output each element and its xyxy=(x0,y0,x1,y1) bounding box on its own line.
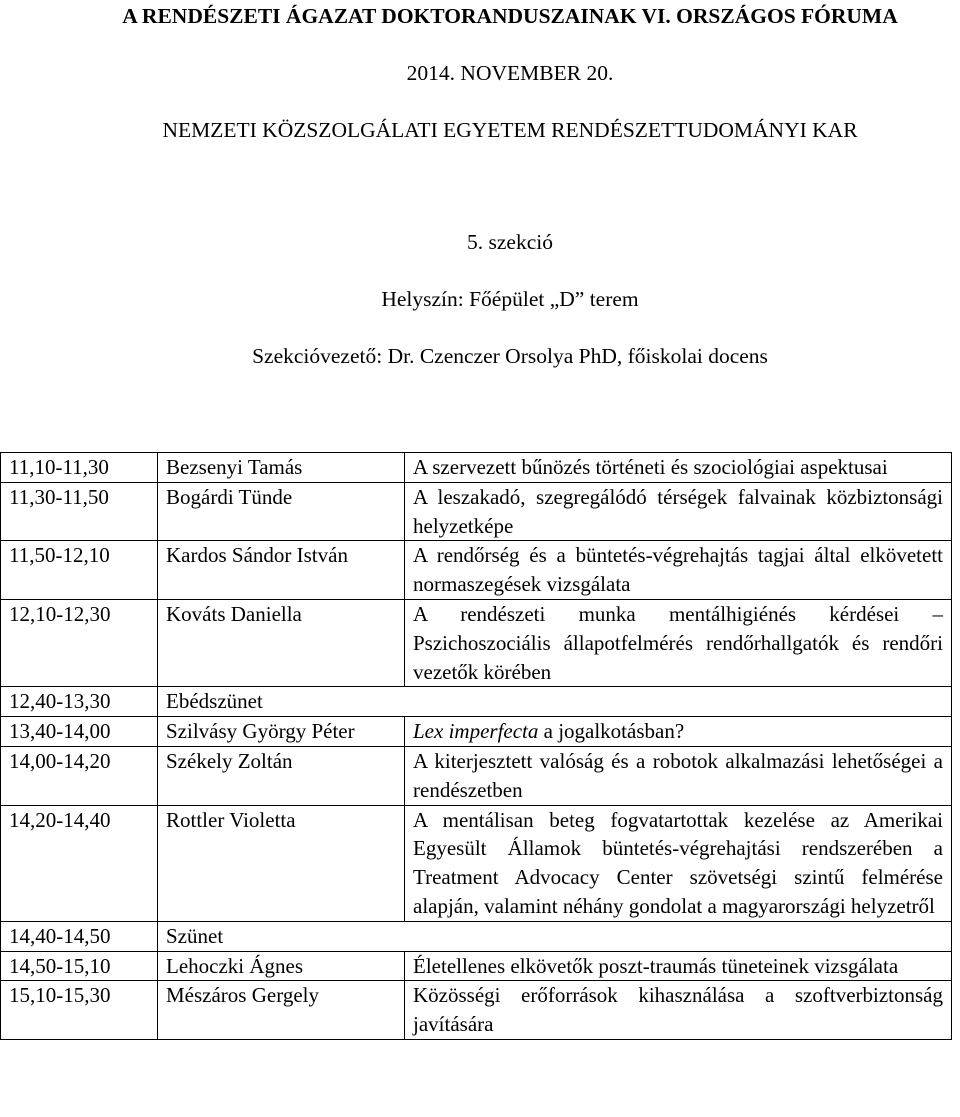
time-cell: 15,10-15,30 xyxy=(1,981,158,1040)
table-row xyxy=(1,981,952,1040)
title-cell: Életellenes elkövetők poszt-traumás tüneteinek vizsgálata xyxy=(405,951,952,981)
speaker-cell: Kardos Sándor István xyxy=(158,541,405,600)
speaker-cell: Székely Zoltán xyxy=(158,746,405,805)
table-row xyxy=(1,453,952,483)
speaker-cell: Szilvásy György Péter xyxy=(158,717,405,747)
time-cell: 11,30-11,50 xyxy=(1,482,158,541)
table-row-break xyxy=(1,921,952,951)
section-title: 5. szekció xyxy=(467,230,553,254)
time-cell: 11,50-12,10 xyxy=(1,541,158,600)
table-row xyxy=(1,951,952,981)
title-cell xyxy=(405,717,952,747)
table-row xyxy=(1,746,952,805)
title-cell: A rendészeti munka mentálhigiénés kérdései – Pszichoszociális állapotfelmérés rendőrhallgatók és rendőri vezetők körében xyxy=(405,599,952,686)
table-row-break xyxy=(1,687,952,717)
time-cell: 12,10-12,30 xyxy=(1,599,158,686)
title-cell: A mentálisan beteg fogvatartottak kezelése az Amerikai Egyesült Államok büntetés-végrehajtási rendszerében a Treatment Advocacy Center szövetségi szintű felmérése alapján, valamint néhány gondolat a magyarországi helyzetről xyxy=(405,805,952,921)
speaker-cell: Bogárdi Tünde xyxy=(158,482,405,541)
time-cell: 12,40-13,30 xyxy=(1,687,158,717)
time-cell: 14,20-14,40 xyxy=(1,805,158,921)
table-row xyxy=(1,599,952,686)
table-row xyxy=(1,717,952,747)
speaker-cell: Kováts Daniella xyxy=(158,599,405,686)
time-cell: 14,40-14,50 xyxy=(1,921,158,951)
event-date: 2014. NOVEMBER 20. xyxy=(406,61,614,85)
speaker-cell: Lehoczki Ágnes xyxy=(158,951,405,981)
schedule-table xyxy=(0,452,952,1040)
time-cell: 14,50-15,10 xyxy=(1,951,158,981)
break-cell: Szünet xyxy=(158,921,952,951)
institution-name: NEMZETI KÖZSZOLGÁLATI EGYETEM RENDÉSZETTUDOMÁNYI KAR xyxy=(162,118,858,142)
time-cell: 14,00-14,20 xyxy=(1,746,158,805)
section-location: Helyszín: Főépület „D” terem xyxy=(381,287,639,311)
title-cell: Közösségi erőforrások kihasználása a szoftverbiztonság javítására xyxy=(405,981,952,1040)
title-cell: A kiterjesztett valóság és a robotok alkalmazási lehetőségei a rendészetben xyxy=(405,746,952,805)
title-cell: A szervezett bűnözés történeti és szociológiai aspektusai xyxy=(405,453,952,483)
section-chair: Szekcióvezető: Dr. Czenczer Orsolya PhD, főiskolai docens xyxy=(252,344,768,368)
title-italic-part: Lex imperfecta xyxy=(413,719,539,744)
table-row xyxy=(1,805,952,921)
table-row xyxy=(1,541,952,600)
title-rest-part: a jogalkotásban? xyxy=(538,719,685,744)
break-cell: Ebédszünet xyxy=(158,687,952,717)
title-cell: A leszakadó, szegregálódó térségek falvainak közbiztonsági helyzetképe xyxy=(405,482,952,541)
time-cell: 11,10-11,30 xyxy=(1,453,158,483)
title-cell: A rendőrség és a büntetés-végrehajtás tagjai által elkövetett normaszegések vizsgálata xyxy=(405,541,952,600)
speaker-cell: Mészáros Gergely xyxy=(158,981,405,1040)
time-cell: 13,40-14,00 xyxy=(1,717,158,747)
table-row xyxy=(1,482,952,541)
forum-title: A RENDÉSZETI ÁGAZAT DOKTORANDUSZAINAK VI. ORSZÁGOS FÓRUMA xyxy=(122,4,898,28)
speaker-cell: Bezsenyi Tamás xyxy=(158,453,405,483)
speaker-cell: Rottler Violetta xyxy=(158,805,405,921)
